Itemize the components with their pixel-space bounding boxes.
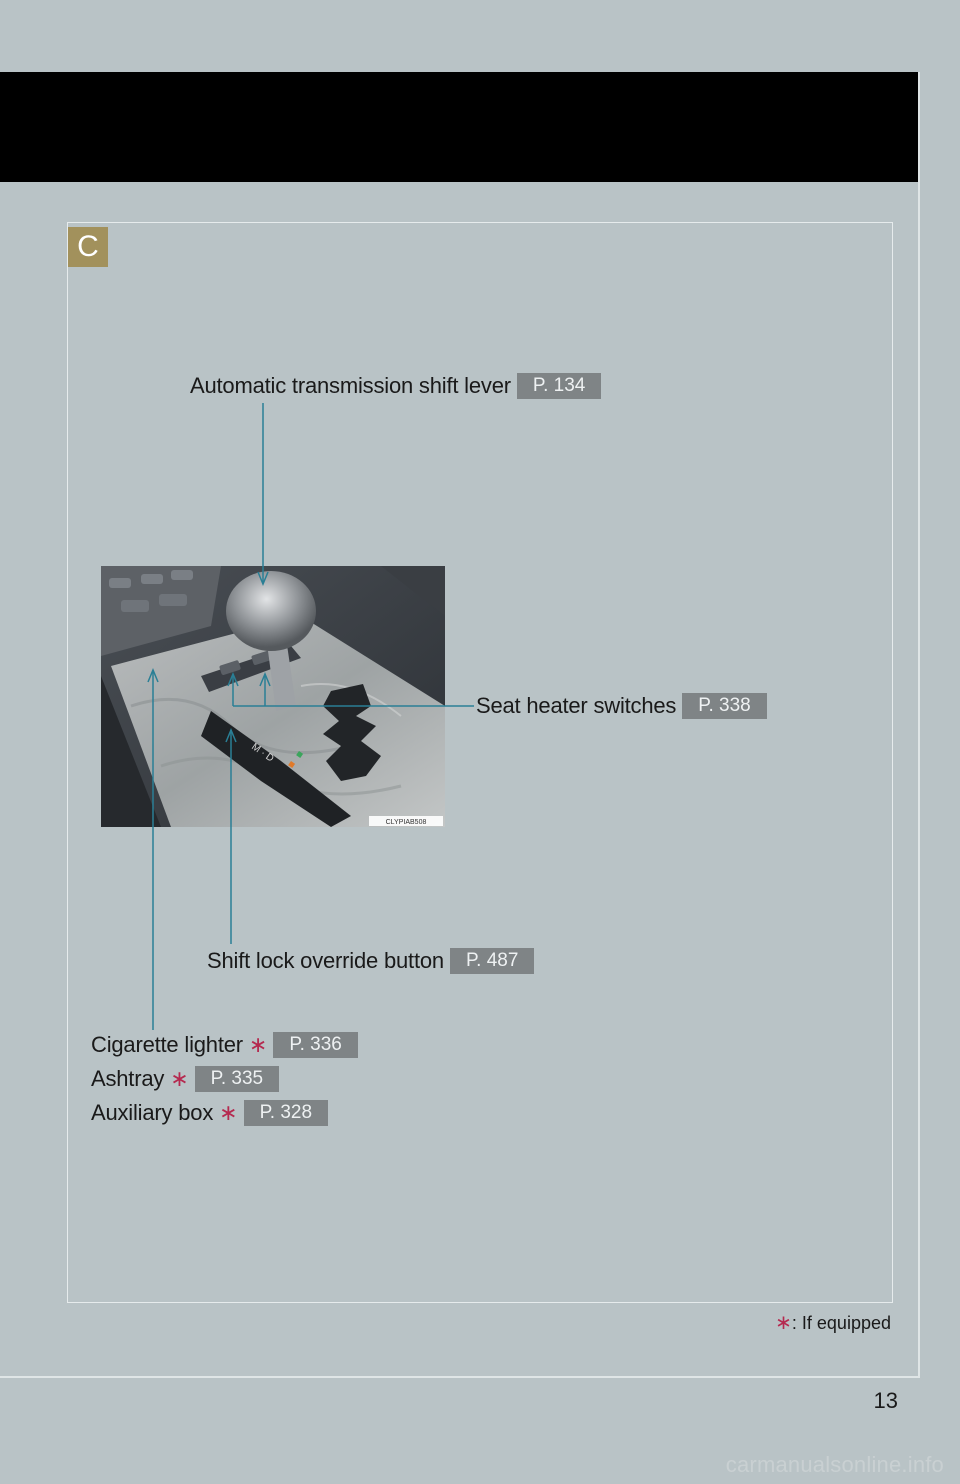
auxiliary-box-page-ref[interactable]: P. 328 bbox=[244, 1100, 328, 1126]
callout-cigarette-lighter bbox=[91, 1032, 358, 1058]
footnote-star-icon: ∗ bbox=[775, 1312, 792, 1334]
seat-heater-page-ref[interactable]: P. 338 bbox=[682, 693, 766, 719]
optional-star-icon: ∗ bbox=[248, 1032, 268, 1057]
shift-lever-label: Automatic transmission shift lever bbox=[190, 373, 511, 398]
ashtray-page-ref[interactable]: P. 335 bbox=[195, 1066, 279, 1092]
cigarette-lighter-label: Cigarette lighter bbox=[91, 1032, 243, 1057]
page-edge-rule bbox=[918, 72, 920, 1378]
callout-shift-lever bbox=[190, 373, 601, 399]
watermark: carmanualsonline.info bbox=[725, 1452, 944, 1477]
footnote-text: : If equipped bbox=[791, 1313, 891, 1333]
console-photo bbox=[101, 566, 445, 827]
optional-star-icon: ∗ bbox=[170, 1066, 189, 1091]
callout-ashtray bbox=[91, 1066, 279, 1092]
callout-auxiliary-box bbox=[91, 1100, 328, 1126]
shift-lever-page-ref[interactable]: P. 134 bbox=[517, 373, 601, 399]
svg-text:M · D: M · D bbox=[249, 741, 276, 765]
cigarette-lighter-page-ref[interactable]: P. 336 bbox=[273, 1032, 357, 1058]
optional-star-icon: ∗ bbox=[219, 1100, 238, 1125]
page-number: 13 bbox=[873, 1388, 898, 1413]
console-photo-illustration bbox=[101, 566, 445, 827]
photo-code: CLYPIAB508 bbox=[385, 819, 427, 826]
header-bar bbox=[0, 72, 920, 182]
shift-lock-label: Shift lock override button bbox=[207, 948, 444, 973]
seat-heater-label: Seat heater switches bbox=[476, 693, 677, 718]
footer-rule bbox=[0, 1376, 920, 1378]
shift-lock-page-ref[interactable]: P. 487 bbox=[450, 948, 534, 974]
ashtray-label: Ashtray bbox=[91, 1066, 165, 1091]
auxiliary-box-label: Auxiliary box bbox=[91, 1100, 214, 1125]
callout-shift-lock bbox=[207, 948, 534, 974]
callout-seat-heater bbox=[476, 693, 767, 719]
footnote bbox=[775, 1310, 891, 1335]
section-letter-badge: C bbox=[68, 227, 108, 267]
